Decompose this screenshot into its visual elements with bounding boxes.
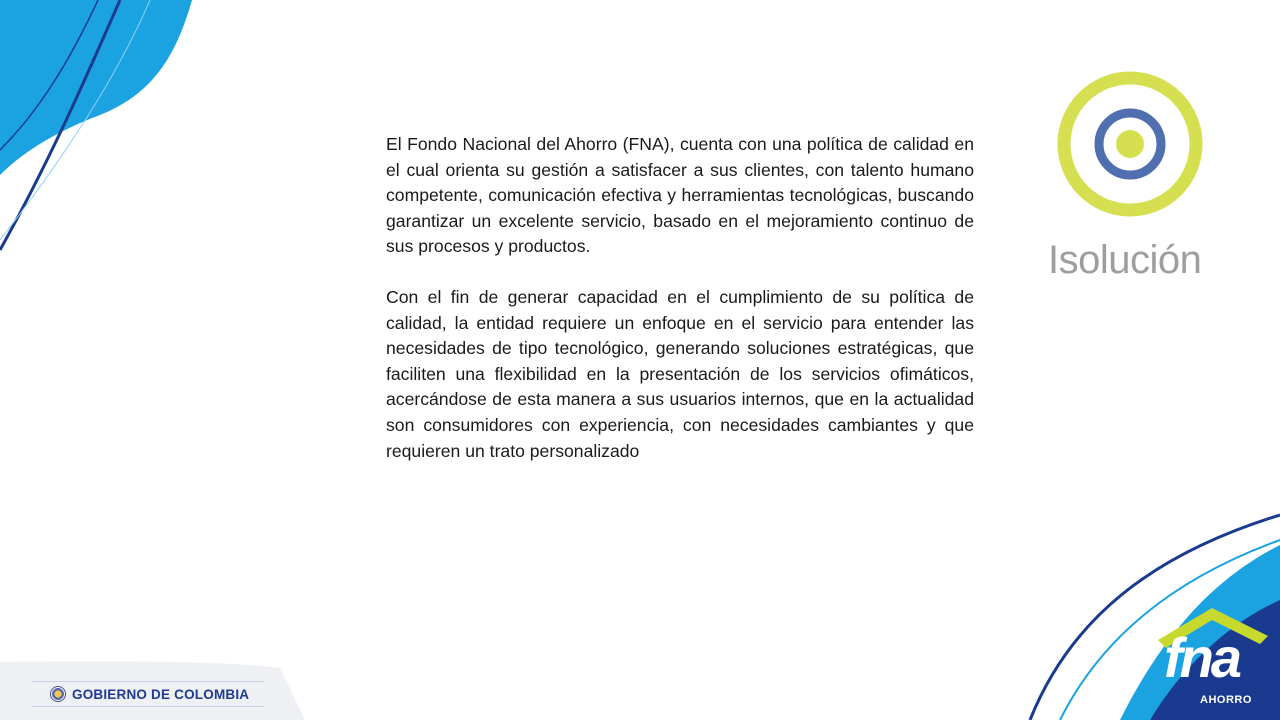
colombia-seal-icon — [50, 686, 66, 702]
isolucion-label: Isolución — [1048, 238, 1202, 282]
fna-logo-subtext: AHORRO — [1200, 694, 1252, 706]
gobierno-de-colombia-logo — [32, 681, 264, 707]
top-left-blue-shape — [0, 0, 192, 175]
paragraph-service-focus: Con el fin de generar capacidad en el cumplimiento de su política de calidad, la entidad requiere un enfoque en el servicio para entender las necesidades de tipo tecnológico, generando soluciones estratégicas, que faciliten una flexibilidad en la presentación de los servicios ofimáticos, acercándose de esta manera a sus usuarios internos, que en la actualidad son consumidores con experiencia, con necesidades cambiantes y que requieren un trato personalizado — [386, 286, 974, 461]
isolucion-center-dot — [1116, 130, 1144, 158]
slide-body — [386, 132, 974, 489]
gov-label: GOBIERNO DE COLOMBIA — [72, 686, 250, 702]
paragraph-quality-policy: El Fondo Nacional del Ahorro (FNA), cuenta con una política de calidad en el cual orienta su gestión a satisfacer a sus clientes, con talento humano competente, comunicación efectiva y herramientas tecnológicas, buscando garantizar un excelente servicio, basado en el mejoramiento continuo de sus procesos y productos. — [386, 134, 974, 257]
fna-logo-text: fna — [1164, 626, 1239, 689]
